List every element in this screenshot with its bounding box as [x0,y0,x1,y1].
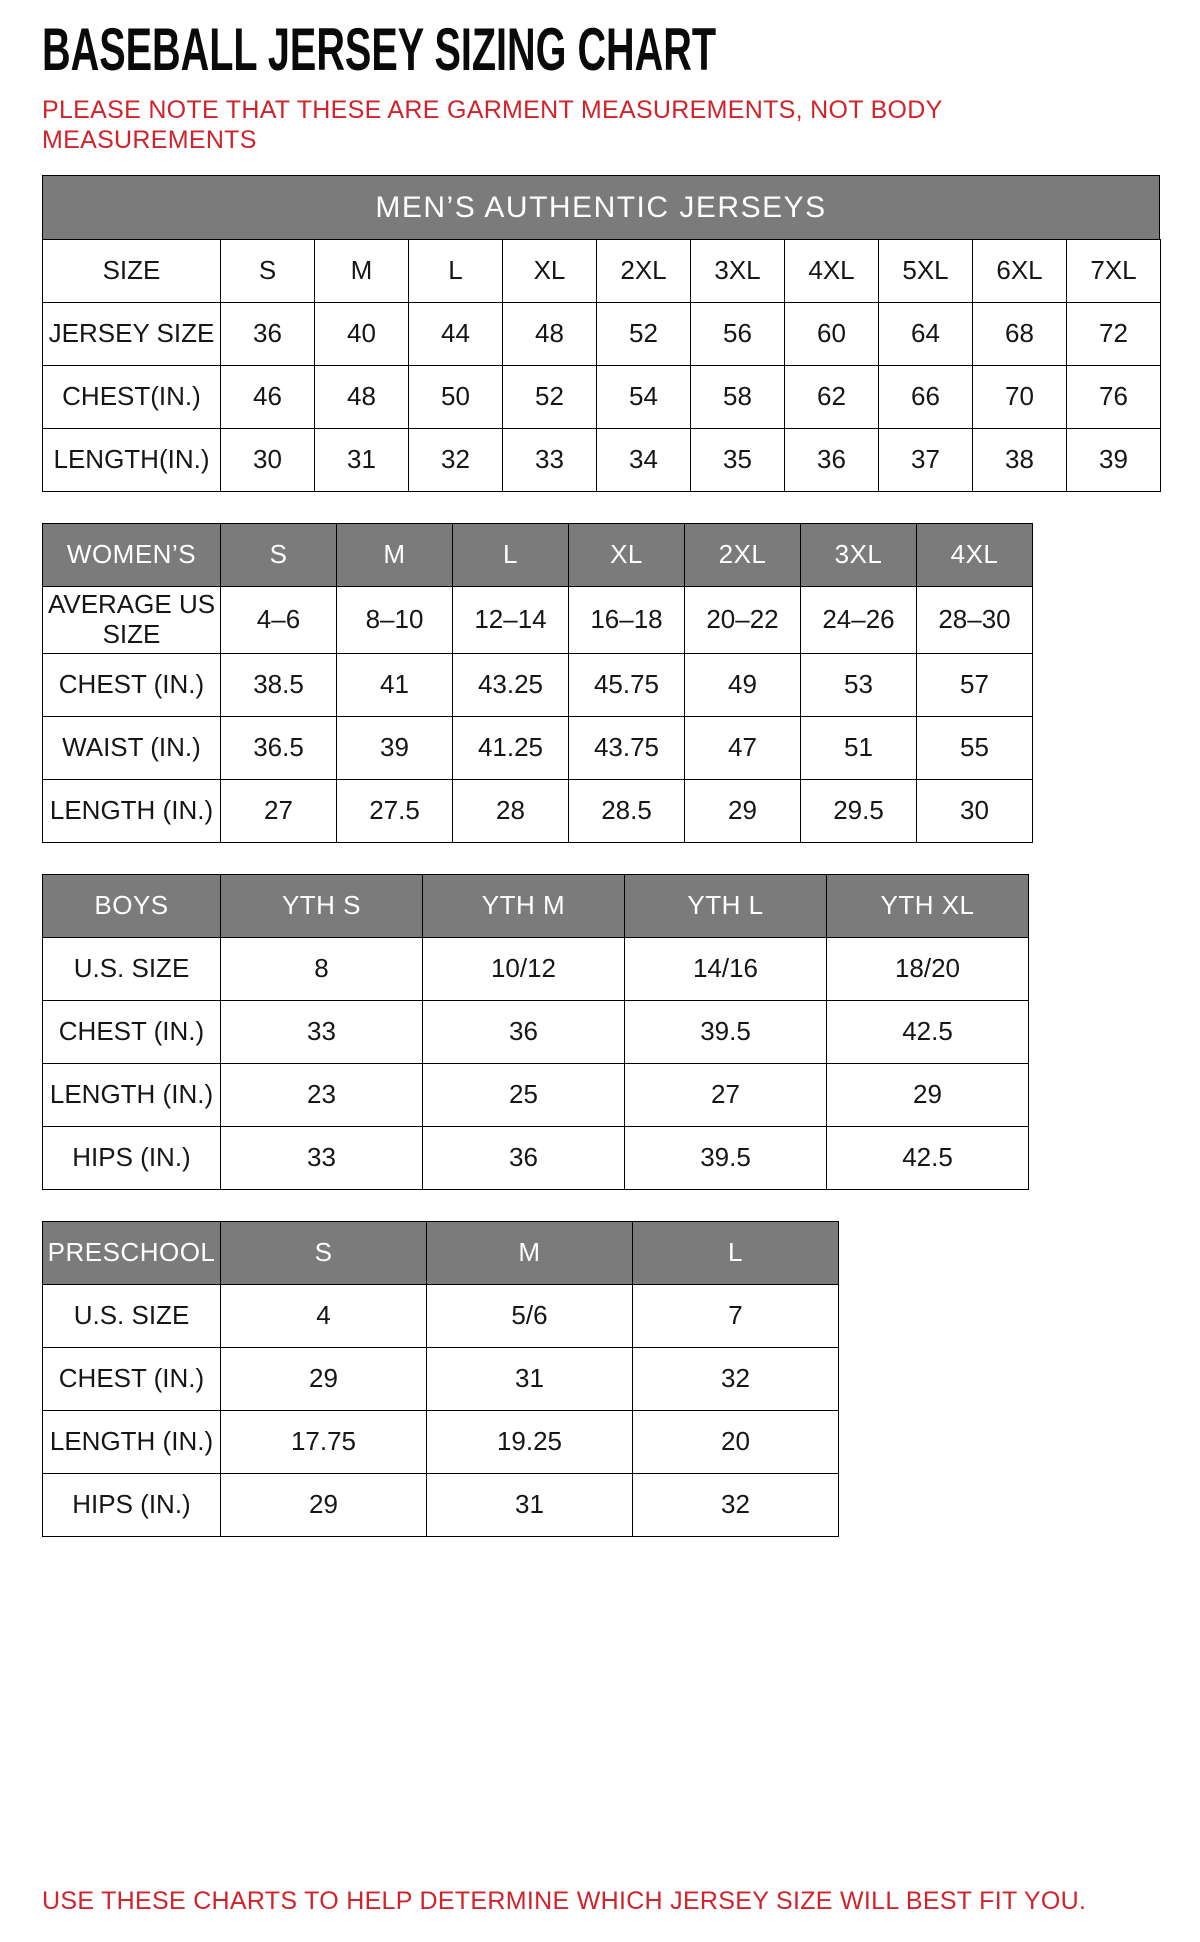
womens-column-header: WOMEN’S [43,524,221,587]
womens-value-cell: 53 [801,653,917,716]
preschool-value-cell: 20 [633,1410,839,1473]
womens-column-header: M [337,524,453,587]
preschool-row [43,1410,839,1473]
boys-row-label: HIPS (IN.) [43,1126,221,1189]
boys-row [43,1126,1029,1189]
garment-measurement-note: PLEASE NOTE THAT THESE ARE GARMENT MEASUREMENTS, NOT BODY MEASUREMENTS [42,96,943,154]
womens-value-cell: 27 [221,779,337,842]
mens-value-cell: 66 [879,366,973,429]
womens-value-cell: 43.75 [569,716,685,779]
preschool-value-cell: 17.75 [221,1410,427,1473]
mens-value-cell: 40 [315,303,409,366]
womens-sizing-table [42,523,1158,843]
womens-value-cell: 45.75 [569,653,685,716]
boys-value-cell: 23 [221,1063,423,1126]
preschool-value-cell: 19.25 [427,1410,633,1473]
mens-value-cell: 64 [879,303,973,366]
mens-value-cell: 72 [1067,303,1161,366]
womens-column-header: 3XL [801,524,917,587]
womens-row-label: CHEST (IN.) [43,653,221,716]
boys-value-cell: 33 [221,1126,423,1189]
preschool-column-header: S [221,1221,427,1284]
mens-value-cell: 60 [785,303,879,366]
mens-row-label: CHEST(IN.) [43,366,221,429]
womens-grid [42,523,1033,843]
mens-value-cell: 36 [221,303,315,366]
womens-value-cell: 24–26 [801,587,917,654]
womens-row-label: WAIST (IN.) [43,716,221,779]
womens-value-cell: 41.25 [453,716,569,779]
mens-column-header: XL [503,240,597,303]
womens-row [43,779,1033,842]
mens-value-cell: 48 [315,366,409,429]
boys-value-cell: 39.5 [625,1126,827,1189]
womens-value-cell: 39 [337,716,453,779]
mens-column-header: 5XL [879,240,973,303]
mens-column-header: 6XL [973,240,1067,303]
womens-value-cell: 43.25 [453,653,569,716]
womens-value-cell: 29 [685,779,801,842]
page-title: BASEBALL JERSEY SIZING CHART [42,16,717,83]
womens-row-label: LENGTH (IN.) [43,779,221,842]
womens-row [43,587,1033,654]
mens-column-header: 7XL [1067,240,1161,303]
mens-value-cell: 34 [597,429,691,492]
mens-column-header: 3XL [691,240,785,303]
womens-value-cell: 57 [917,653,1033,716]
mens-value-cell: 30 [221,429,315,492]
mens-grid [42,239,1161,492]
boys-row [43,937,1029,1000]
womens-value-cell: 55 [917,716,1033,779]
womens-value-cell: 49 [685,653,801,716]
mens-row [43,366,1161,429]
boys-value-cell: 42.5 [827,1126,1029,1189]
mens-row [43,429,1161,492]
mens-value-cell: 52 [597,303,691,366]
preschool-row [43,1347,839,1410]
preschool-value-cell: 29 [221,1473,427,1536]
womens-column-header: XL [569,524,685,587]
preschool-column-header: L [633,1221,839,1284]
preschool-value-cell: 4 [221,1284,427,1347]
boys-value-cell: 18/20 [827,937,1029,1000]
womens-value-cell: 41 [337,653,453,716]
womens-value-cell: 47 [685,716,801,779]
preschool-row-label: CHEST (IN.) [43,1347,221,1410]
boys-value-cell: 33 [221,1000,423,1063]
mens-value-cell: 76 [1067,366,1161,429]
boys-value-cell: 42.5 [827,1000,1029,1063]
preschool-header-row [43,1221,839,1284]
page-title-wrap [42,16,1158,86]
womens-value-cell: 12–14 [453,587,569,654]
boys-row-label: U.S. SIZE [43,937,221,1000]
womens-value-cell: 51 [801,716,917,779]
preschool-value-cell: 5/6 [427,1284,633,1347]
mens-value-cell: 35 [691,429,785,492]
womens-column-header: 4XL [917,524,1033,587]
boys-value-cell: 27 [625,1063,827,1126]
boys-row-label: LENGTH (IN.) [43,1063,221,1126]
boys-column-header: YTH XL [827,874,1029,937]
mens-value-cell: 33 [503,429,597,492]
boys-value-cell: 29 [827,1063,1029,1126]
mens-value-cell: 50 [409,366,503,429]
mens-value-cell: 58 [691,366,785,429]
preschool-value-cell: 32 [633,1347,839,1410]
womens-header-row [43,524,1033,587]
womens-value-cell: 28 [453,779,569,842]
mens-column-header: M [315,240,409,303]
womens-value-cell: 29.5 [801,779,917,842]
mens-value-cell: 44 [409,303,503,366]
mens-column-header: SIZE [43,240,221,303]
boys-value-cell: 14/16 [625,937,827,1000]
mens-value-cell: 52 [503,366,597,429]
mens-value-cell: 31 [315,429,409,492]
womens-row-label: AVERAGE US SIZE [43,587,221,654]
mens-column-header: S [221,240,315,303]
boys-value-cell: 39.5 [625,1000,827,1063]
preschool-row [43,1284,839,1347]
mens-row [43,303,1161,366]
mens-value-cell: 36 [785,429,879,492]
preschool-column-header: PRESCHOOL [43,1221,221,1284]
preschool-row-label: HIPS (IN.) [43,1473,221,1536]
mens-value-cell: 62 [785,366,879,429]
womens-row [43,653,1033,716]
womens-value-cell: 4–6 [221,587,337,654]
preschool-value-cell: 7 [633,1284,839,1347]
mens-value-cell: 38 [973,429,1067,492]
womens-value-cell: 16–18 [569,587,685,654]
boys-value-cell: 36 [423,1126,625,1189]
mens-table-title: MEN’S AUTHENTIC JERSEYS [42,175,1160,240]
mens-sizing-table [42,175,1158,492]
footer-note: USE THESE CHARTS TO HELP DETERMINE WHICH JERSEY SIZE WILL BEST FIT YOU. [42,1886,1087,1915]
womens-value-cell: 27.5 [337,779,453,842]
womens-column-header: 2XL [685,524,801,587]
boys-header-row [43,874,1029,937]
womens-value-cell: 28.5 [569,779,685,842]
boys-value-cell: 25 [423,1063,625,1126]
preschool-value-cell: 31 [427,1347,633,1410]
womens-column-header: L [453,524,569,587]
preschool-sizing-table [42,1221,1158,1537]
mens-value-cell: 37 [879,429,973,492]
mens-column-header: L [409,240,503,303]
preschool-row-label: U.S. SIZE [43,1284,221,1347]
boys-value-cell: 8 [221,937,423,1000]
womens-column-header: S [221,524,337,587]
preschool-value-cell: 31 [427,1473,633,1536]
preschool-row-label: LENGTH (IN.) [43,1410,221,1473]
mens-header-row [43,240,1161,303]
womens-value-cell: 36.5 [221,716,337,779]
preschool-grid [42,1221,839,1537]
mens-value-cell: 56 [691,303,785,366]
womens-value-cell: 28–30 [917,587,1033,654]
boys-column-header: BOYS [43,874,221,937]
mens-value-cell: 70 [973,366,1067,429]
boys-value-cell: 36 [423,1000,625,1063]
boys-grid [42,874,1029,1190]
womens-row [43,716,1033,779]
mens-value-cell: 54 [597,366,691,429]
preschool-row [43,1473,839,1536]
mens-value-cell: 68 [973,303,1067,366]
boys-column-header: YTH M [423,874,625,937]
mens-value-cell: 32 [409,429,503,492]
boys-value-cell: 10/12 [423,937,625,1000]
boys-row [43,1000,1029,1063]
boys-column-header: YTH L [625,874,827,937]
womens-value-cell: 8–10 [337,587,453,654]
mens-value-cell: 48 [503,303,597,366]
womens-value-cell: 38.5 [221,653,337,716]
mens-value-cell: 46 [221,366,315,429]
womens-value-cell: 20–22 [685,587,801,654]
preschool-value-cell: 32 [633,1473,839,1536]
boys-sizing-table [42,874,1158,1190]
mens-row-label: JERSEY SIZE [43,303,221,366]
mens-value-cell: 39 [1067,429,1161,492]
boys-column-header: YTH S [221,874,423,937]
preschool-column-header: M [427,1221,633,1284]
boys-row-label: CHEST (IN.) [43,1000,221,1063]
mens-column-header: 2XL [597,240,691,303]
boys-row [43,1063,1029,1126]
mens-column-header: 4XL [785,240,879,303]
mens-row-label: LENGTH(IN.) [43,429,221,492]
preschool-value-cell: 29 [221,1347,427,1410]
womens-value-cell: 30 [917,779,1033,842]
